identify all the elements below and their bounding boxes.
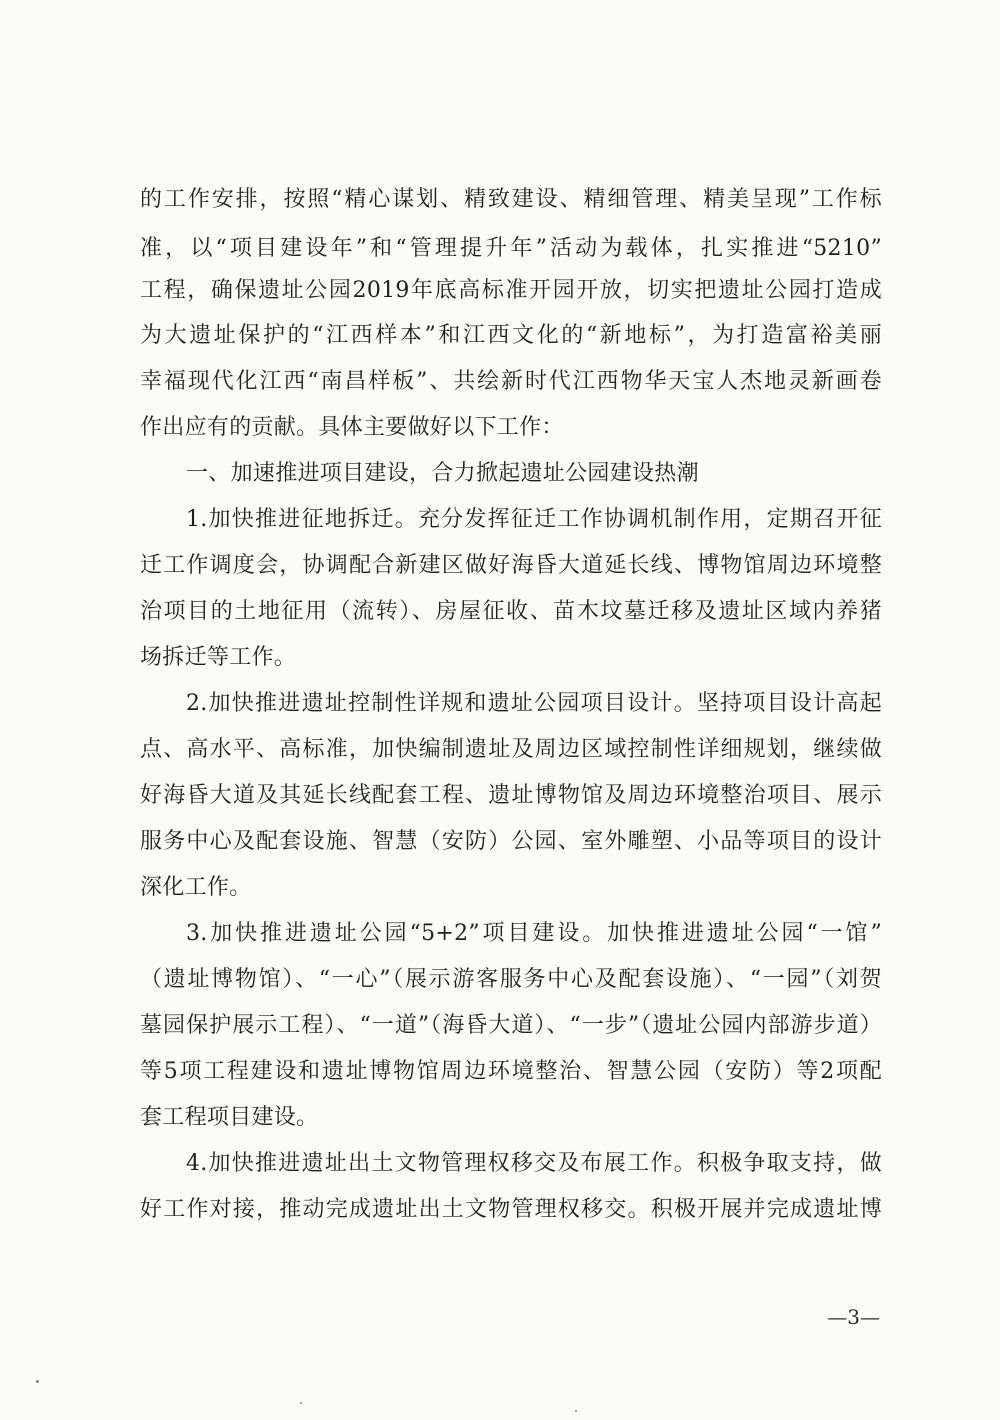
section-heading: 一、加速推进项目建设，合力掀起遗址公园建设热潮	[186, 461, 699, 486]
item-4-line: 4.加快推进遗址出土文物管理权移交及布展工作。积极争取支持，做	[186, 1151, 882, 1176]
scan-speck	[300, 1402, 302, 1404]
paragraph-line: 的工作安排，按照“精心谋划、精致建设、精细管理、精美呈现”工作标	[140, 187, 882, 212]
item-4-line: 好工作对接，推动完成遗址出土文物管理权移交。积极开展并完成遗址博	[140, 1197, 882, 1222]
paragraph-line: 幸福现代化江西“南昌样板”、共绘新时代江西物华天宝人杰地灵新画卷	[140, 369, 882, 394]
item-2-line: 2.加快推进遗址控制性详规和遗址公园项目设计。坚持项目设计高起	[186, 691, 882, 716]
item-1-line: 场拆迁等工作。	[140, 645, 297, 670]
item-2-line: 服务中心及配套设施、智慧（安防）公园、室外雕塑、小品等项目的设计	[140, 829, 882, 854]
item-3-line: 3.加快推进遗址公园“5+2”项目建设。加快推进遗址公园“一馆”	[186, 921, 882, 946]
paragraph-line: 作出应有的贡献。具体主要做好以下工作：	[140, 415, 564, 440]
item-2-line: 好海昏大道及其延长线配套工程、遗址博物馆及周边环境整治项目、展示	[140, 783, 882, 808]
item-1-line: 1.加快推进征地拆迁。充分发挥征迁工作协调机制作用，定期召开征	[186, 507, 882, 532]
scan-speck	[36, 1380, 39, 1383]
item-3-line: （遗址博物馆）、“一心”（展示游客服务中心及配套设施）、“一园”（刘贺	[140, 967, 882, 992]
item-1-line: 迁工作调度会，协调配合新建区做好海昏大道延长线、博物馆周边环境整	[140, 553, 882, 578]
paragraph-line: 准，以“项目建设年”和“管理提升年”活动为载体，扎实推进“5210”	[140, 236, 882, 261]
item-3-line: 套工程项目建设。	[140, 1105, 319, 1130]
page-number: —3—	[827, 1305, 880, 1329]
paragraph-line: 工程，确保遗址公园2019年底高标准开园开放，切实把遗址公园打造成	[140, 278, 882, 303]
item-3-line: 等5项工程建设和遗址博物馆周边环境整治、智慧公园（安防）等2项配	[140, 1059, 882, 1084]
item-2-line: 点、高水平、高标准，加快编制遗址及周边区域控制性详细规划，继续做	[140, 737, 882, 762]
paragraph-line: 为大遗址保护的“江西样本”和江西文化的“新地标”，为打造富裕美丽	[140, 323, 882, 348]
scan-speck	[575, 1410, 577, 1412]
item-1-line: 治项目的土地征用（流转）、房屋征收、苗木坟墓迁移及遗址区域内养猪	[140, 599, 882, 624]
item-2-line: 深化工作。	[140, 875, 252, 900]
item-3-line: 墓园保护展示工程）、“一道”（海昏大道）、“一步”（遗址公园内部游步道）	[140, 1013, 882, 1038]
